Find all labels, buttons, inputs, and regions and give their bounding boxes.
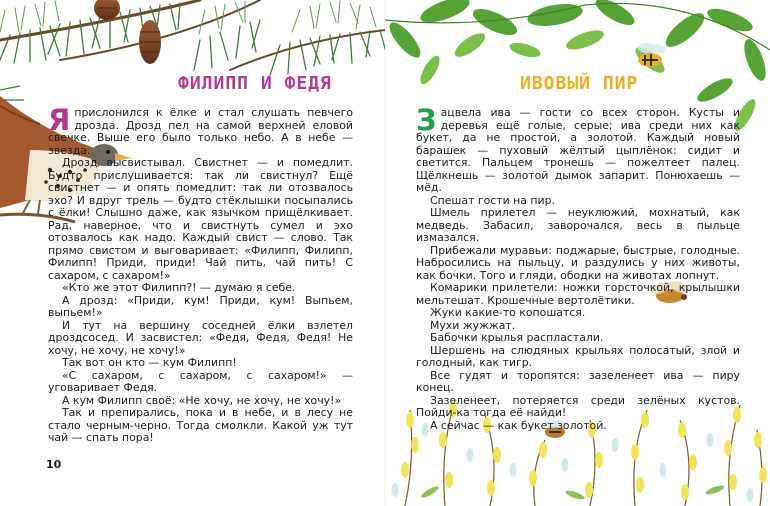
right-paragraph: Все гудят и торопятся: зазеленеет ива — пиру конец. — [416, 368, 740, 394]
right-paragraph: Прибежали муравьи: поджарые, быстрые, голодные. Набросились на пыльцу, и раздулись у них животы, как бочки. Того и гляди, ободки на животах лопнут. — [416, 243, 740, 282]
right-paragraph: Мухи жужжат. — [430, 318, 516, 332]
right-paragraph: Спешат гости на пир. — [430, 193, 555, 207]
page-number: 10 — [46, 458, 62, 471]
left-paragraph: А кум Филипп своё: «Не хочу, не хочу, не хочу!» — [62, 393, 342, 407]
left-paragraph: И тут на вершину соседней ёлки взлетел дроздсосед. И засвистел: «Федя, Федя, Федя! Не хочу, не хочу, не хочу!» — [48, 318, 353, 357]
right-first-paragraph: Зацвела ива — гости со всех сторон. Кусты и деревья ещё голые, серые; ива среди них как букет, да не простой, а золотой. Каждый новый барашек — пуховый жёлтый цыплёнок: сидит и светится. Пальцем тронешь — пожелтеет палец. Щёлкнешь — золотой дымок запарит. Понюхаешь — мёд. — [416, 103, 740, 194]
right-paragraph: Комарики прилетели: ножки горсточкой, крылышки мельтешат. Крошечные вертолётики. — [416, 281, 740, 307]
left-paragraph: Так вот он кто — кум Филипп! — [62, 356, 237, 369]
right-paragraph: Бабочки крылья распластали. — [430, 331, 604, 344]
left-first-paragraph: Я прислонился к ёлке и стал слушать певчего дрозда. Дрозд пел на самой верхней еловой свечке. Выше его было только небо. А в небе — звезда. — [48, 103, 353, 157]
left-paragraph: А дрозд: «Приди, кум! Приди, кум! Выпьем, выпьем!» — [48, 293, 353, 319]
right-dropcap: З — [416, 103, 437, 137]
right-text — [416, 103, 740, 432]
left-text — [48, 103, 353, 445]
right-title: ИВОВЫЙ ПИР — [520, 73, 639, 94]
left-paragraph: «С сахаром, с сахаром, с сахаром!» — уговаривает Федя. — [48, 368, 353, 394]
left-paragraph: «Кто же этот Филипп?! — думаю я себе. — [62, 281, 296, 294]
spruce-branches — [0, 0, 385, 75]
right-paragraph: Шмель прилетел — неуклюжий, мохнатый, как медведь. Забасил, заворочался, весь в пыльце измазался. — [416, 206, 740, 244]
right-paragraph: А сейчас — как букет золотой. — [430, 418, 607, 432]
right-page — [385, 0, 770, 506]
left-title: ФИЛИПП И ФЕДЯ — [178, 73, 332, 94]
book-gutter — [384, 0, 386, 506]
right-paragraph: Жуки какие-то копошатся. — [430, 306, 586, 319]
left-paragraph: Так и препирались, пока и в небе, и в лесу не стало черным-черно. Тогда смолкли. Какой уж тут чай — спать пора! — [48, 406, 353, 444]
left-dropcap: Я — [48, 103, 71, 137]
right-paragraph: Шершень на слюдяных крыльях полосатый, злой и голодный, как тигр. — [416, 343, 740, 369]
right-paragraph: Зазеленеет, потеряется среди зелёных кустов. Пойди-ка тогда её найди! — [416, 393, 740, 419]
left-paragraph: Дрозд высвистывал. Свистнет — и помедлит. Будто прислушивается: так ли свистнул? Ещё свистнет — и опять помедлит: так ли отозвалось эхо? И вдруг трель — будто стёклышки посыпались с ёлки! Слышно даже, как язычком прищёлкивает. Рад, наверное, что и свистнуть сумел и эхо отозвалось как надо. Каждый свист — слово. Так прямо свистом и выговаривает: «Филипп, Филипп, Филипп! Приди, приди! Чай пить, чай пить! С сахаром, с сахаром!» — [48, 156, 353, 282]
